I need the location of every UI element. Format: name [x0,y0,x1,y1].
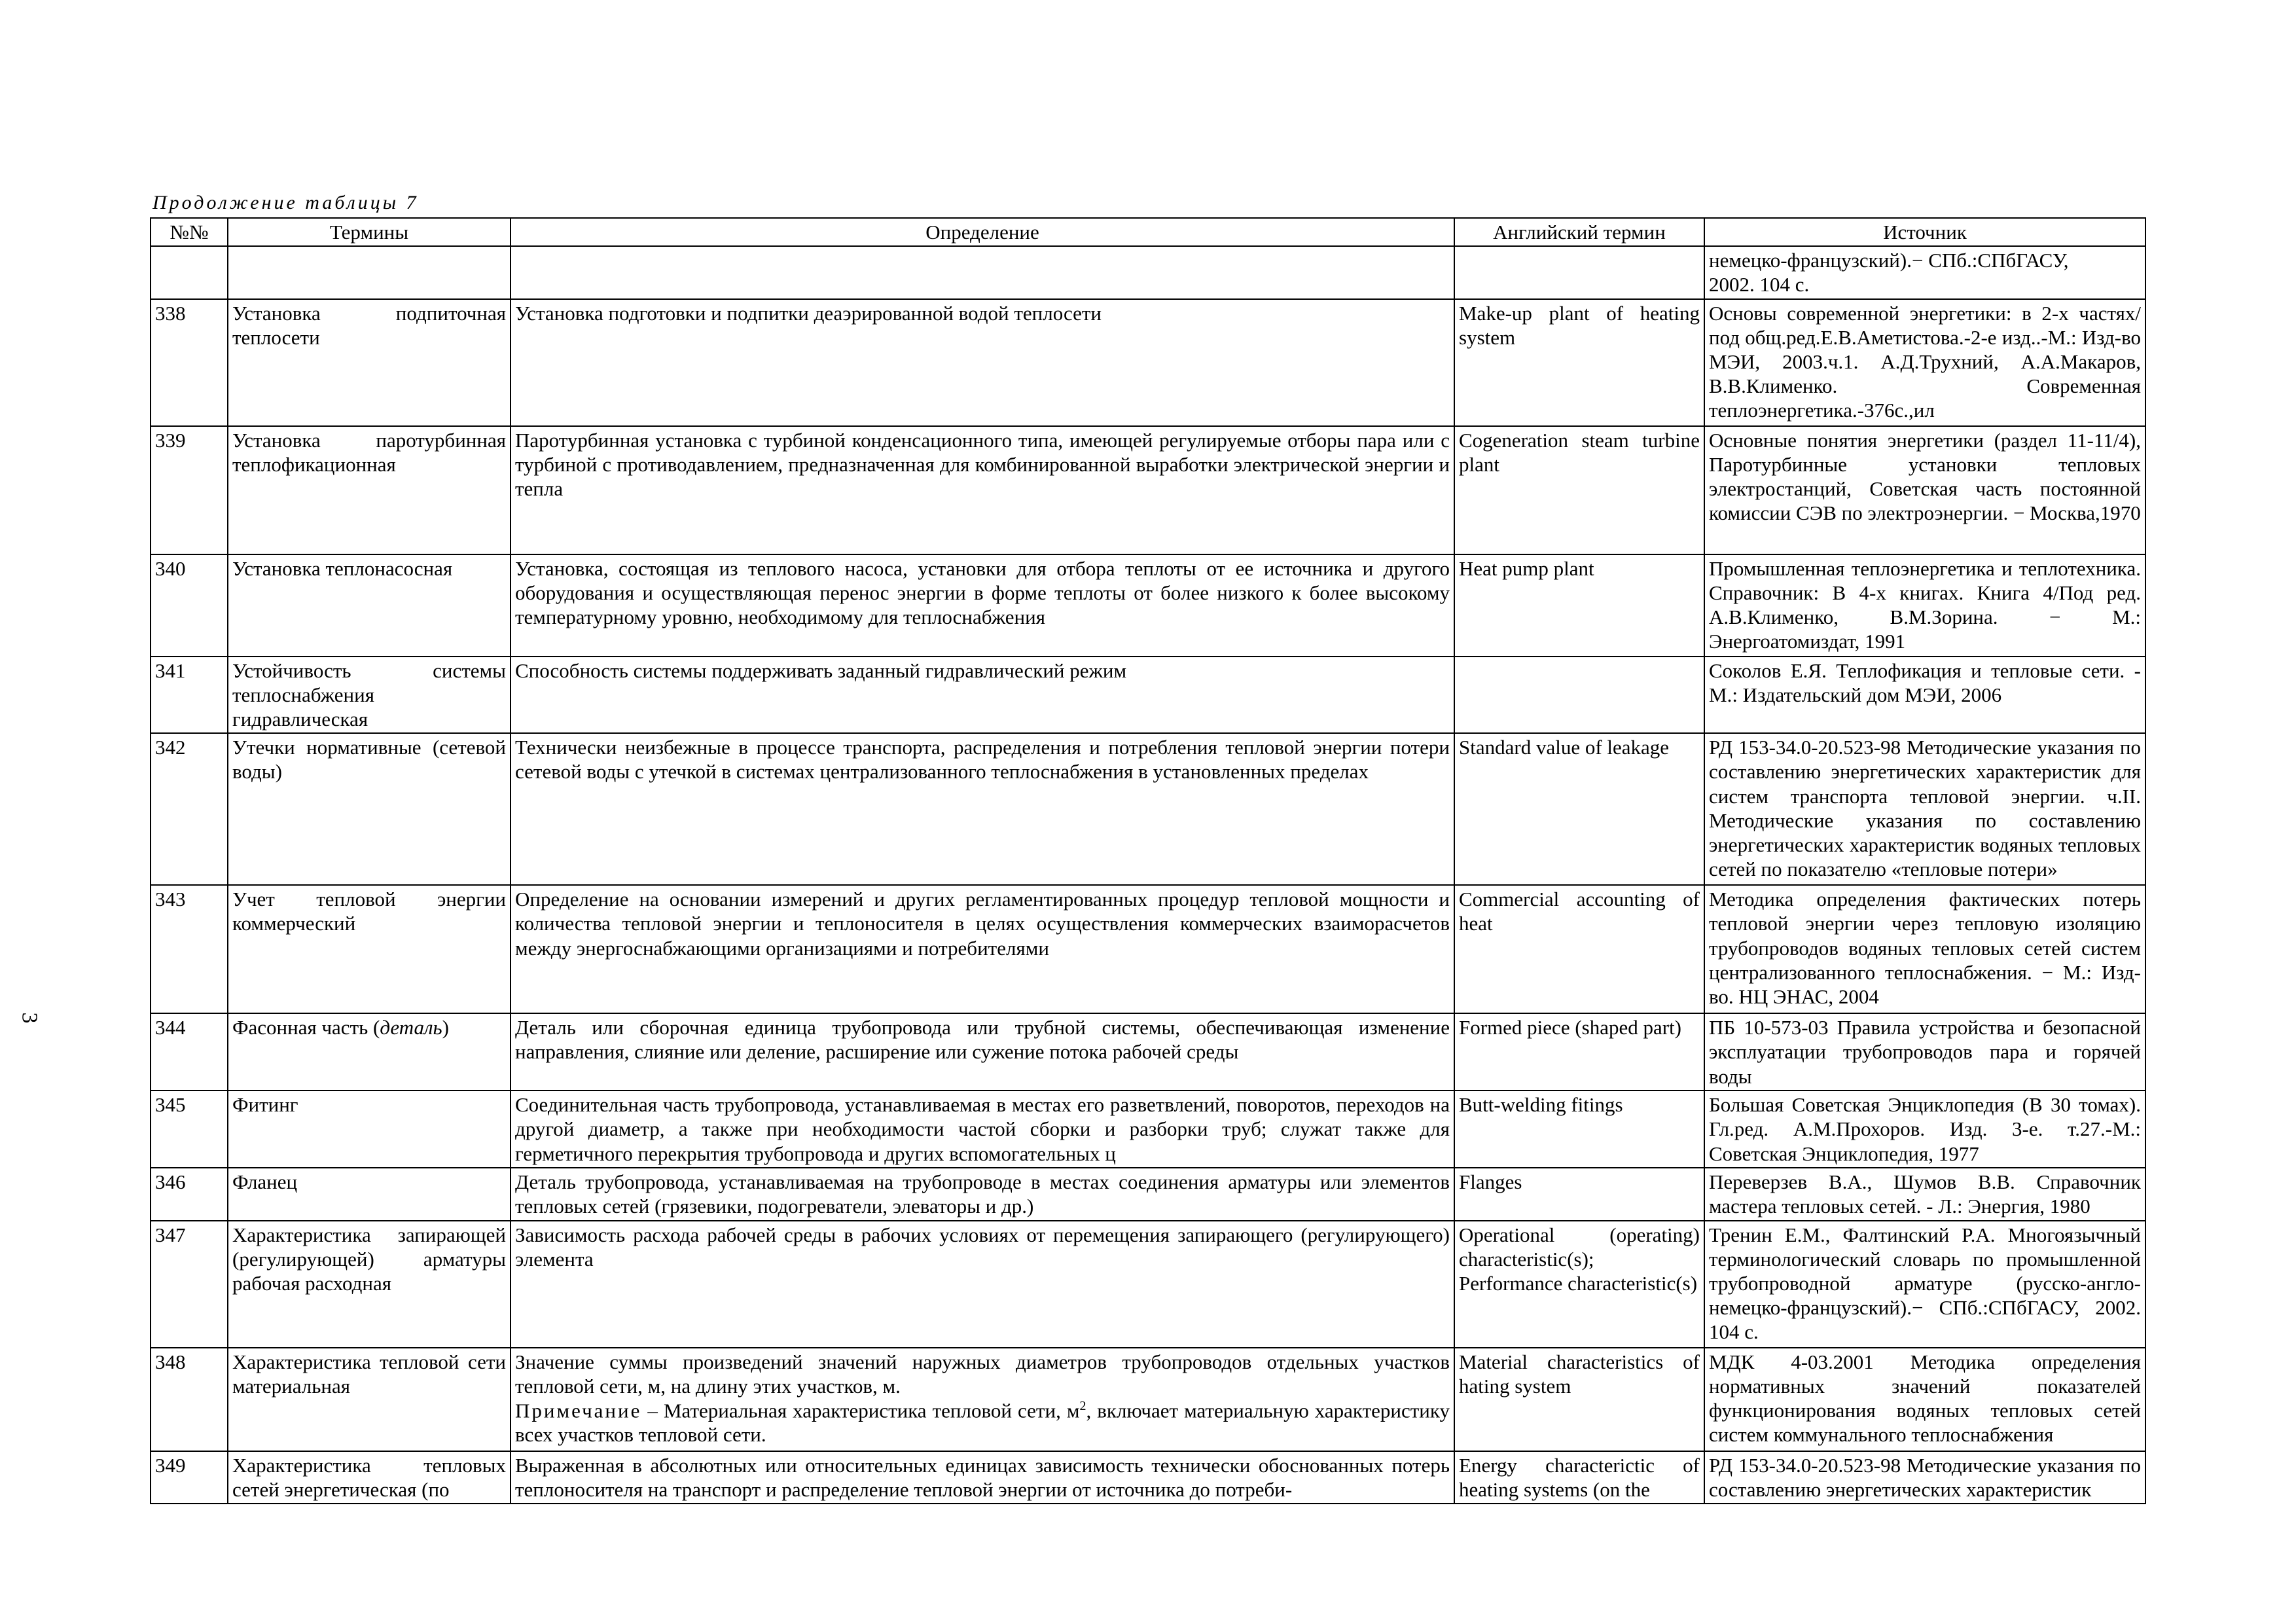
cell-english [1454,657,1704,734]
cell-source: Основы современной энергетики: в 2-х частях/ под общ.ред.Е.В.Аметистова.-2-е изд..-М.: Изд-во МЭИ, 2003.ч.1. А.Д.Трухний, А.А.Макаров, В.В.Клименко. Современная теплоэнергетика.-376с.,ил [1704,299,2145,426]
cell-num: 347 [151,1221,228,1348]
cell-english: Heat pump plant [1454,554,1704,657]
header-term: Термины [228,218,511,246]
cell-english [1454,246,1704,298]
cell-term: Установка теплонасосная [228,554,511,657]
cell-english: Flanges [1454,1168,1704,1220]
cell-source: Тренин Е.М., Фалтинский Р.А. Многоязычный терминологический словарь по промышленной трубопроводной арматуре (русско-англо-немецко-французский).− СПб.:СПбГАСУ, 2002. 104 с. [1704,1221,2145,1348]
cell-term: Установка паротурбинная теплофикационная [228,426,511,554]
cell-term: Фитинг [228,1091,511,1168]
continuation-row [151,246,2145,298]
cell-source [1704,246,2145,298]
table-header-row [151,218,2145,246]
cell-definition: Паротурбинная установка с турбиной конденсационного типа, имеющей регулируемые отборы пара или с турбиной с противодавлением, предназначенная для комбинированной выработки электрической энергии и тепла [511,426,1454,554]
page-number: 3 [17,1012,42,1024]
table-row [151,1348,2145,1451]
cell-term: Характеристика тепловой сети материальная [228,1348,511,1451]
table-caption: Продолжение таблицы 7 [152,192,419,213]
cell-source: Промышленная теплоэнергетика и теплотехника. Справочник: В 4-х книгах. Книга 4/Под ред. А.В.Клименко, В.М.Зорина. − М.: Энергоатомиздат, 1991 [1704,554,2145,657]
table-row [151,1091,2145,1168]
cell-definition [511,1348,1454,1451]
cell-source: ПБ 10-573-03 Правила устройства и безопасной эксплуатации трубопроводов пара и горячей воды [1704,1013,2145,1091]
cell-term: Утечки нормативные (сетевой воды) [228,733,511,885]
cell-source: РД 153-34.0-20.523-98 Методические указания по составлению энергетических характеристик для систем транспорта тепловой энергии. ч.II. Методические указания по составлению энергетических характеристик водяных тепловых сетей по показателю «тепловые потери» [1704,733,2145,885]
cell-source: РД 153-34.0-20.523-98 Методические указания по составлению энергетических характеристик [1704,1451,2145,1504]
cell-term: Учет тепловой энергии коммерческий [228,885,511,1013]
cell-definition: Определение на основании измерений и других регламентированных процедур тепловой мощности и количества тепловой энергии и теплоносителя в целях осуществления коммерческих взаиморасчетов между энергоснабжающими организациями и потребителями [511,885,1454,1013]
cell-term: Характеристика запирающей (регулирующей) арматуры рабочая расходная [228,1221,511,1348]
cell-source: Соколов Е.Я. Теплофикация и тепловые сети. - М.: Издательский дом МЭИ, 2006 [1704,657,2145,734]
cell-source: Методика определения фактических потерь тепловой энергии через тепловую изоляцию трубопроводов водяных тепловых сетей систем централизованного теплоснабжения. − М.: Изд-во. НЦ ЭНАС, 2004 [1704,885,2145,1013]
table-row [151,1451,2145,1504]
cell-definition: Соединительная часть трубопровода, устанавливаемая в местах его разветвлений, поворотов, переходов на другой диаметр, а также при необходимости частой сборки и разборки труб; служат также для герметичного перекрытия трубопровода и других вспомогательных ц [511,1091,1454,1168]
cell-num: 345 [151,1091,228,1168]
cell-definition: Технически неизбежные в процессе транспорта, распределения и потребления тепловой энергии потери сетевой воды с утечкой в системах централизованного теплоснабжения в установленных пределах [511,733,1454,885]
cell-source: Основные понятия энергетики (раздел 11-11/4), Паротурбинные установки тепловых электростанций, Советская часть постоянной комиссии СЭВ по электроэнергии. − Москва,1970 [1704,426,2145,554]
cell-num: 341 [151,657,228,734]
definition-note [515,1398,1450,1447]
cell-english: Make-up plant of heating system [1454,299,1704,426]
cell-num: 339 [151,426,228,554]
cell-definition: Способность системы поддерживать заданный гидравлический режим [511,657,1454,734]
term-italic-text: деталь [380,1016,442,1039]
cell-source: Переверзев В.А., Шумов В.В. Справочник мастера тепловых сетей. - Л.: Энергия, 1980 [1704,1168,2145,1220]
cell-definition: Деталь трубопровода, устанавливаемая на трубопроводе в местах соединения арматуры или элементов тепловых сетей (грязевики, подогреватели, элеваторы и др.) [511,1168,1454,1220]
definition-text: Значение суммы произведений значений наружных диаметров трубопроводов отдельных участков тепловой сети, м, на длину этих участков, м. [515,1350,1450,1398]
cell-term: Установка подпиточная теплосети [228,299,511,426]
source-continuation-line: немецко-французский).− СПб.:СПбГАСУ, [1709,249,2069,272]
cell-definition: Установка подготовки и подпитки деаэрированной водой теплосети [511,299,1454,426]
cell-definition: Выраженная в абсолютных или относительных единицах зависимость технически обоснованных потерь теплоносителя на транспорт и распределение тепловой энергии от источника до потреби- [511,1451,1454,1504]
cell-english: Operational (operating) characteristic(s); Performance characteristic(s) [1454,1221,1704,1348]
cell-english: Cogeneration steam turbine plant [1454,426,1704,554]
table-row [151,1168,2145,1220]
note-text: , включает материальную характеристику всех участков тепловой сети. [515,1399,1450,1447]
cell-num: 340 [151,554,228,657]
cell-definition: Деталь или сборочная единица трубопровода или трубной системы, обеспечивающая изменение направления, слияние или деление, расширение или сужение потока рабочей среды [511,1013,1454,1091]
cell-term [228,246,511,298]
cell-english: Butt-welding fitings [1454,1091,1704,1168]
cell-english: Standard value of leakage [1454,733,1704,885]
header-definition: Определение [511,218,1454,246]
cell-english: Material characteristics of hating system [1454,1348,1704,1451]
terms-table [150,217,2146,1504]
table-row [151,1013,2145,1091]
cell-term: Устойчивость системы теплоснабжения гидравлическая [228,657,511,734]
cell-definition [511,246,1454,298]
term-text: Фасонная часть [232,1016,368,1039]
cell-source: Большая Советская Энциклопедия (В 30 томах). Гл.ред. А.М.Прохоров. Изд. 3-е. т.27.-М.: Советская Энциклопедия, 1977 [1704,1091,2145,1168]
header-english: Английский термин [1454,218,1704,246]
cell-english: Energy characterictic of heating systems (on the [1454,1451,1704,1504]
cell-term: Фланец [228,1168,511,1220]
note-label: Примечание [515,1399,642,1422]
cell-num: 342 [151,733,228,885]
cell-source: МДК 4-03.2001 Методика определения нормативных значений показателей функционирования водяных тепловых сетей систем коммунального теплоснабжения [1704,1348,2145,1451]
source-continuation-line: 2002. 104 с. [1709,273,1810,297]
cell-num: 338 [151,299,228,426]
cell-definition: Установка, состоящая из теплового насоса, установки для отбора теплоты от ее источника и другого оборудования и осуществляющая перенос энергии в форме теплоты от более низкого к более высокому температурному уровню, необходимому для теплоснабжения [511,554,1454,657]
cell-english: Formed piece (shaped part) [1454,1013,1704,1091]
header-source: Источник [1704,218,2145,246]
table-row [151,299,2145,426]
table-row [151,554,2145,657]
cell-num: 348 [151,1348,228,1451]
cell-num [151,246,228,298]
table-row [151,885,2145,1013]
header-num: №№ [151,218,228,246]
cell-num: 349 [151,1451,228,1504]
table-row [151,1221,2145,1348]
cell-english: Commercial accounting of heat [1454,885,1704,1013]
table-row [151,657,2145,734]
cell-definition: Зависимость расхода рабочей среды в рабочих условиях от перемещения запирающего (регулирующего) элемента [511,1221,1454,1348]
table-row [151,426,2145,554]
cell-term: Характеристика тепловых сетей энергетическая (по [228,1451,511,1504]
note-text: – Материальная характеристика тепловой сети, м [641,1399,1080,1422]
cell-num: 343 [151,885,228,1013]
cell-num: 344 [151,1013,228,1091]
cell-num: 346 [151,1168,228,1220]
cell-term: Фасонная часть (деталь) [228,1013,511,1091]
note-superscript: 2 [1079,1398,1086,1413]
table-row [151,733,2145,885]
